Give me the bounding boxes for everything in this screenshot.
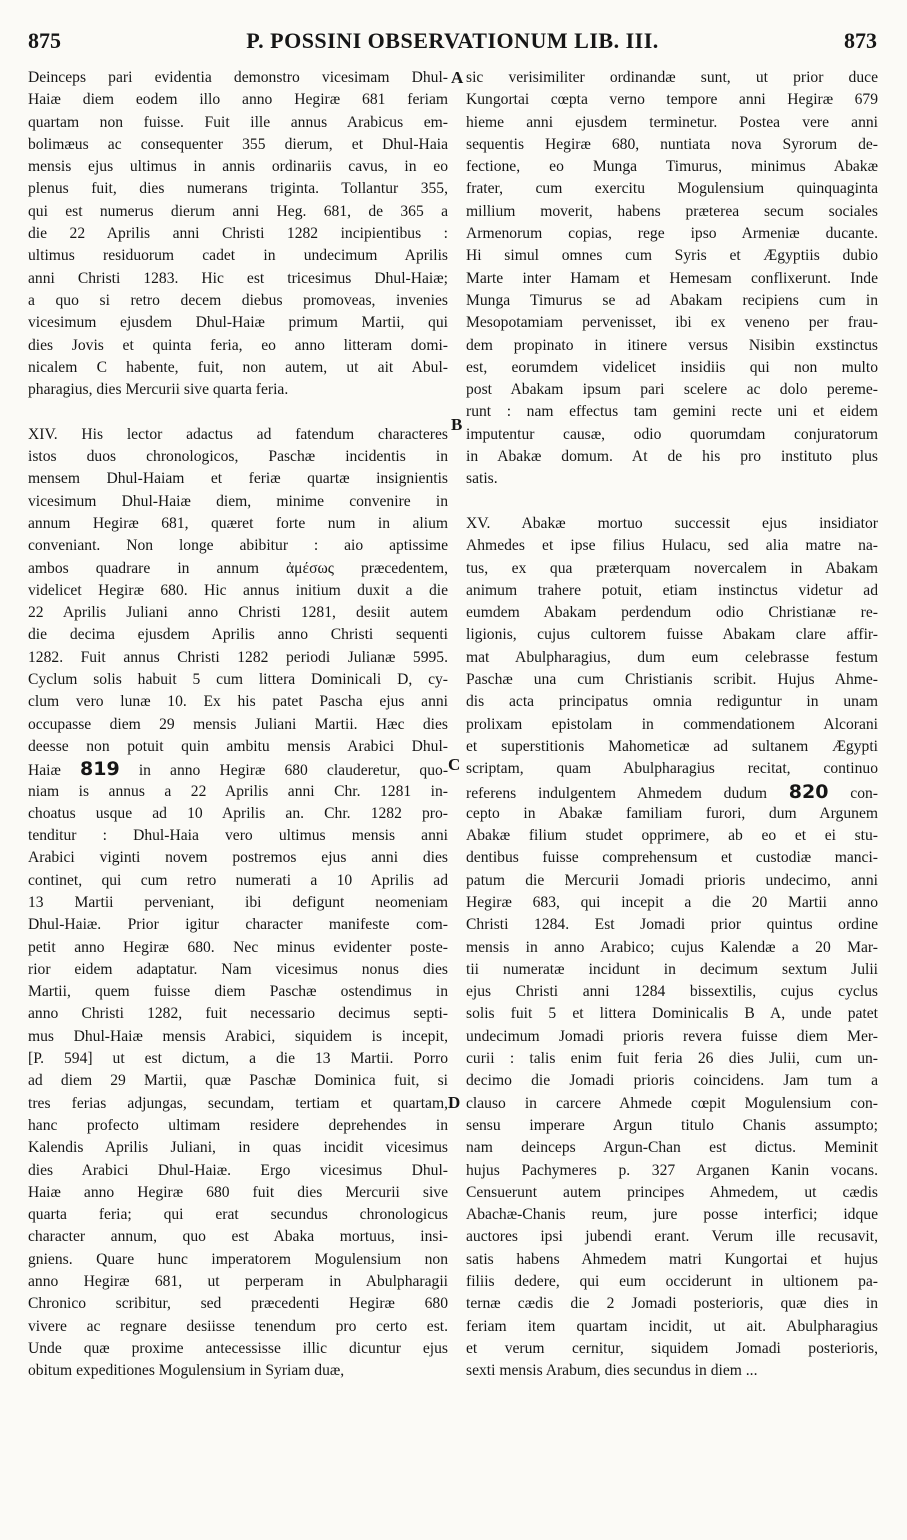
paragraph-xiv [28,424,448,1383]
text-line: dem propinato in itinere versus Nisibin exstinctus [466,336,878,354]
margin-marker-c: C [448,755,461,774]
text-line: mensem Dhul-Haiam et feriæ quartæ insignientis [28,470,448,488]
text-line: satis habens Ahmedem matri Kungortai et hujus [466,1250,878,1268]
running-title: P. POSSINI OBSERVATIONUM LIB. III. [246,28,659,53]
text-line: auctores ipsi jubendi erant. Verum ille recusavit, [466,1228,878,1246]
text-line: anni Christi 1283. Hic est tricesimus Dhul-Haiæ; [28,269,448,287]
text-line: hujus Pachymeres p. 327 Arganen Kanin vocans. [466,1161,878,1179]
text-line: hieme anni ejusdem terminetur. Postea vere anni [466,113,878,131]
text-line: cepto in Abakæ familiam furori, dum Argunem [466,804,878,822]
text-line: solis fuit 5 et littera Dominicalis B A, unde patet [466,1005,878,1023]
text-line: vicesimum Dhul-Haiæ diem, minime convenire in [28,492,448,510]
text-line: dies Jovis et quinta feria, eo anno litteram domi- [28,336,448,354]
page-number-left: 875 [28,28,61,53]
text-line: satis. [466,470,498,488]
text-line: Arabici viginti novem postremos ejus anni dies [28,849,448,867]
text-line: vicesimum ejusdem Dhul-Haiæ primum Martii, qui [28,314,448,332]
right-column [466,67,878,1383]
text-line: tus, ex qua præterquam novercalem in Abakam [466,559,878,577]
text-line: anno Christi 1282, fuit necessario decimus septi- [28,1005,448,1023]
text-line: Armenorum copias, rege ipso Armeniæ ducante. [466,225,878,243]
text-line: fectione, eo Munga Timurus, minimus Abakæ [466,158,878,176]
text-line: mus Dhul-Haiæ mensis Arabici, siquidem is incepit, [28,1027,448,1045]
text-line: mensis in anno Arabico; cujus Kalendæ a 20 Mar- [466,938,878,956]
paragraph-right-1 [466,67,878,491]
text-line: Hegiræ 683, qui incepit a die 20 Martii anno [466,893,878,911]
text-line: Hi simul omnes cum Syris et Ægyptiis dubio [466,247,878,265]
text-line: choatus usque ad 10 Aprilis an. Chr. 1282 pro- [28,804,448,822]
text-fragment: referens indulgentem Ahmedem dudum [466,784,767,802]
text-line: eumdem Abakam perdendum odio Christianæ re- [466,604,878,622]
text-line: istos duos chronologicos, Paschæ incidentis in [28,448,448,466]
text-line: clauso in carcere Ahmede cœpit Mogulensium con- [466,1094,878,1112]
text-line: dis acta principatus omnia rediguntur in unam [466,693,878,711]
text-line: Deinceps pari evidentia demonstro vicesimam Dhul- [28,69,448,86]
text-line: ad diem 29 Martii, quæ Paschæ Dominica fuit, si [28,1072,448,1090]
text-line: dies Arabici Dhul-Haiæ. Ergo vicesimus Dhul- [28,1161,448,1179]
text-fragment: con- [850,784,878,802]
text-line: tres ferias adjungas, secundam, tertiam et quartam, [28,1094,448,1112]
text-line: conveniant. Non longe abibitur : aio aptissime [28,537,448,555]
text-line: hanc profecto ultimam residere deprehendes in [28,1116,448,1134]
text-line: sequentis Hegiræ 680, nuntiata nova Syrorum de- [466,135,878,153]
text-line: animum trahere potuit, etiam instinctus videtur ad [466,581,878,599]
text-line: nam deinceps Argun-Chan est dictus. Meminit [466,1139,878,1157]
text-line: clum vero lunæ 10. Ex his patet Pascha ejus anni [28,693,448,711]
text-line: quarta feria; qui erat secundus chronologicus [28,1206,448,1224]
text-line: sic verisimiliter ordinandæ sunt, ut prior duce [466,69,878,86]
text-line: sexti mensis Arabum, dies secundus in diem ... [466,1362,758,1380]
text-line: et superstitionis Mahometicæ ad sultanem Ægypti [466,737,878,755]
text-line: ternæ cædis die 2 Jomadi posterioris, quæ dies in [466,1295,878,1313]
text-line: Haiæ diem eodem illo anno Hegiræ 681 feriam [28,91,448,109]
text-line: ejus Christi anni 1284 bissextilis, cujus cyclus [466,983,878,1001]
text-line: die 22 Aprilis anni Christi 1282 incipientibus : [28,225,448,243]
text-line: ambos quadrare in annum ἀμέσως præcedentem, [28,559,448,577]
text-line: 22 Aprilis Juliani anno Christi 1281, desiit autem [28,604,448,622]
text-line: XIV. His lector adactus ad fatendum characteres [28,425,448,443]
text-line: Abachæ-Chanis reum, jure posse interfici; idque [466,1206,878,1224]
text-line: ultimus residuorum cadet in undecimum Aprilis [28,247,448,265]
text-line: Marte inter Hamam et Hemesam conflixerunt. Inde [466,269,878,287]
page-header [28,28,877,64]
text-line: qui est numerus dierum anni Heg. 681, de 365 a [28,202,448,220]
text-line: petit anno Hegiræ 680. Nec minus evidenter poste- [28,938,448,956]
text-line: Kalendis Aprilis Juliani, in quas incidit vicesimus [28,1139,448,1157]
text-line: runt : nam effectus tam gemini recte uni et eidem [466,403,878,421]
edition-page-number: 819 [80,758,120,781]
text-line: gniens. Quare hunc imperatorem Mogulensium non [28,1250,448,1268]
text-line: rior eidem adaptatur. Nam vicesimus nonus dies [28,960,448,978]
text-line: est, eorumdem videlicet insidiis qui non multo [466,358,878,376]
text-line: Martii, quem fuisse diem Paschæ ostendimus in [28,983,448,1001]
text-line: XV. Abakæ mortuo successit ejus insidiator [466,514,878,532]
paragraph-left-1 [28,67,448,401]
text-line: Paschæ una cum Christianis scribit. Hujus Ahme- [466,671,878,689]
text-line: Abakæ filium studet opprimere, ab eo et ei stu- [466,827,878,845]
text-line: bolimæus ac consequenter 355 dierum, et Dhul-Haia [28,135,448,153]
text-fragment: Haiæ [28,762,61,780]
paragraph-xv [466,513,878,1383]
text-line: in Abakæ domum. At de his pro instituto plus [466,448,878,466]
left-column [28,67,448,1383]
text-line: videlicet Hegiræ 680. Hic annus initium duxit a die [28,581,448,599]
edition-page-number: 820 [788,780,829,803]
text-line: quartam non fuisse. Fuit ille annus Arabicus em- [28,113,448,131]
text-line: pharagius, dies Mercurii sive quarta feria. [28,381,289,399]
text-line: deesse non potuit quin ambitu mensis Arabici Dhul- [28,737,448,755]
text-line: millium moverit, habens præterea secum sociales [466,202,878,220]
page-number-right: 873 [844,28,877,53]
text-line: mensis ejus ultimus in annis ordinariis cavus, in eo [28,158,448,176]
text-line: curii : talis enim fuit feria 26 dies Julii, cum un- [466,1050,878,1068]
text-fragment: in anno Hegiræ 680 clauderetur, quo- [138,762,448,780]
margin-marker-b: B [451,415,463,434]
margin-marker-a: A [451,68,464,87]
text-line: et verum cernitur, siquidem Jomadi posterioris, [466,1339,878,1357]
text-line: undecimum Jomadi prioris revera fuisse diem Mer- [466,1027,878,1045]
text-line: Haiæ anno Hegiræ 680 fuit dies Mercurii sive [28,1183,448,1201]
text-line: character annum, quo est Abaka mortuus, insi- [28,1228,448,1246]
text-line: prolixam epistolam in commendationem Alcorani [466,715,878,733]
text-line: filiis dedere, qui eum occiderunt in ultionem pa- [466,1273,878,1291]
text-line: ligionis, cujus cultorem fuisse Abakam clare affir- [466,626,878,644]
text-line: sensu imperare Argun titulo Chanis assumpto; [466,1116,878,1134]
text-line: 1282. Fuit annus Christi 1282 periodi Julianæ 5995. [28,648,448,666]
text-line [466,781,878,803]
text-line: [P. 594] ut est dictum, a die 13 Martii. Porro [28,1050,448,1068]
text-line: Mesopotamiam pervenisset, ibi ex veneno per frau- [466,314,878,332]
text-line: tii numeratæ incidunt in decimum sextum Julii [466,960,878,978]
text-line: Munga Timurus se ad Abakam recipiens cum in [466,291,878,309]
text-line: occupasse diem 29 mensis Juliani Martii. Hæc dies [28,715,448,733]
text-line: continet, qui cum retro numerati a 10 Aprilis ad [28,871,448,889]
text-line: anno Hegiræ 681, ut perperam in Abulpharagii [28,1273,448,1291]
text-line: imputentur causæ, odio quorumdam conjuratorum [466,425,878,443]
text-line: plenus fuit, dies numerans triginta. Tollantur 355, [28,180,448,198]
text-line: Unde quæ proxime antecessisse illic dicuntur ejus [28,1339,448,1357]
text-line: tenditur : Dhul-Haia vero ultimus mensis anni [28,827,448,845]
text-line: niam is annus a 22 Aprilis anni Chr. 1281 in- [28,782,448,800]
text-line [28,758,448,780]
text-line: feriam item quartam incidit, ut ait. Abulpharagius [466,1317,878,1335]
text-line: scriptam, quam Abulpharagius recitat, continuo [466,760,878,778]
text-line: frater, cum exercitu Mogulensium quinquaginta [466,180,878,198]
text-line: dentibus fuisse comprehensum et custodiæ manci- [466,849,878,867]
text-line: 13 Martii perveniant, ibi defigunt neomeniam [28,893,448,911]
text-line: Kungortai cœpta verno tempore anni Hegiræ 679 [466,91,878,109]
text-line: decimo die Jomadi prioris coincidens. Jam tum a [466,1072,878,1090]
text-line: post Abakam ipsum pari scelere ac dolo pereme- [466,381,878,399]
text-line: Cyclum solis habuit 5 cum littera Dominicali D, cy- [28,671,448,689]
text-line: Dhul-Haiæ. Prior igitur character manifeste com- [28,916,448,934]
text-line: Christi 1284. Est Jomadi prior quintus ordine [466,916,878,934]
text-line: annum Hegiræ 681, quæret forte num in alium [28,514,448,532]
text-line: a quo si retro decem diebus promoveas, invenies [28,291,448,309]
margin-marker-d: D [448,1093,461,1112]
text-line: Censuerunt autem principes Ahmedem, ut cædis [466,1183,878,1201]
text-line: patum die Mercurii Jomadi prioris undecimo, anni [466,871,878,889]
text-line: nicalem C habente, fuit, non autem, ut ait Abul- [28,358,448,376]
text-line: mat Abulpharagius, dum eum celebrasse festum [466,648,878,666]
text-line: die decima ejusdem Aprilis anno Christi sequenti [28,626,448,644]
text-line: obitum expeditiones Mogulensium in Syriam duæ, [28,1362,345,1380]
text-line: Ahmedes et ipse filius Hulacu, sed alia matre na- [466,537,878,555]
text-line: Chronico scribitur, sed præcedenti Hegiræ 680 [28,1295,448,1313]
text-line: vivere ac regnare desiisse tenendum pro certo est. [28,1317,448,1335]
